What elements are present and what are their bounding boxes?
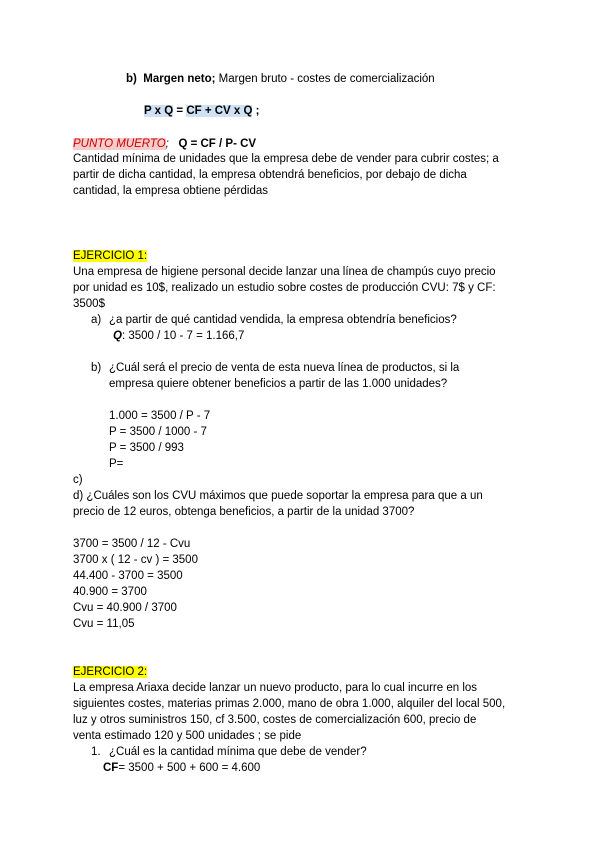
ejercicio1-text-2: por unidad es 10$, realizado un estudio sobre costes de producción CVU: 7$ y CF: [73,282,496,294]
ejercicio1-b-question-1: ¿Cuál será el precio de venta de esta nueva línea de productos, si la [109,362,460,374]
ejercicio1-d-question-2: precio de 12 euros, obtenga beneficios, a partir de la unidad 3700? [73,506,415,518]
ejercicio2-text-1: La empresa Ariaxa decide lanzar un nuevo producto, para lo cual incurre en los [73,682,478,694]
ejercicio2-title-text: EJERCICIO 2: [73,666,148,678]
ejercicio2-text-4: venta estimado 120 y 500 unidades ; se pide [73,730,302,742]
ejercicio1-a-answer [113,329,244,344]
ejercicio1-b-calc-3: P = 3500 / 993 [109,442,184,454]
ejercicio1-b-calc-4: P= [109,458,124,470]
ejercicio1-a-question: ¿a partir de qué cantidad vendida, la empresa obtendría beneficios? [109,314,457,326]
ejercicio1-text-1: Una empresa de higiene personal decide lanzar una línea de champús cuyo precio [73,266,496,278]
formula-pxq-eq: = [173,105,187,117]
ejercicio2-text-2: siguientes costes, materias primas 2.000, mano de obra 1.000, alquiler del local 500, [73,698,506,710]
ejercicio1-text-3: 3500$ [73,298,105,310]
ejercicio2-cf-line [103,761,260,776]
ejercicio2-q1-marker: 1. [91,746,101,758]
formula-pxq-left: P x Q [144,105,174,117]
margen-neto-title: Margen neto; [143,73,216,85]
ejercicio2-cf-label: CF [103,762,119,774]
ejercicio1-b-calc-1: 1.000 = 3500 / P - 7 [109,410,211,422]
ejercicio1-b-marker: b) [91,362,102,374]
ejercicio1-d-calc-5: Cvu = 40.900 / 3700 [73,602,177,614]
ejercicio1-d-question-1: d) ¿Cuáles son los CVU máximos que puede soportar la empresa para que a un [73,490,483,502]
ejercicio1-a-q: Q [113,330,122,342]
ejercicio1-a-marker: a) [91,314,102,326]
ejercicio1-d-calc-1: 3700 = 3500 / 12 - Cvu [73,538,191,550]
ejercicio2-q1-question: ¿Cuál es la cantidad mínima que debe de vender? [109,746,367,758]
margen-neto-text: Margen bruto - costes de comercialización [218,73,435,85]
formula-pxq [144,104,260,119]
ejercicio1-d-calc-2: 3700 x ( 12 - cv ) = 3500 [73,554,198,566]
formula-pxq-right: CF + CV x Q [186,105,253,117]
ejercicio1-d-calc-6: Cvu = 11,05 [73,618,135,630]
punto-muerto-heading [73,137,256,152]
punto-muerto-text-2: partir de dicha cantidad, la empresa obtendrá beneficios, por debajo de dicha [73,169,467,181]
punto-muerto-formula: Q = CF / P- CV [178,138,257,150]
ejercicio1-c-marker: c) [73,474,83,486]
punto-muerto-label: PUNTO MUERTO [73,138,166,150]
margen-neto-letter: b) [126,73,137,85]
ejercicio1-a-answer-text: : 3500 / 10 - 7 = 1.166,7 [121,330,245,342]
punto-muerto-text-3: cantidad, la empresa obtiene pérdidas [73,185,268,197]
ejercicio1-title-text: EJERCICIO 1: [73,250,148,262]
formula-pxq-end: ; [252,105,260,117]
ejercicio2-title [73,665,147,680]
ejercicio2-cf-calc: = 3500 + 500 + 600 = 4.600 [118,762,261,774]
ejercicio1-d-calc-4: 40.900 = 3700 [73,586,147,598]
ejercicio1-b-question-2: empresa quiere obtener beneficios a partir de las 1.000 unidades? [109,378,448,390]
ejercicio1-b-calc-2: P = 3500 / 1000 - 7 [109,426,207,438]
ejercicio1-title [73,249,147,264]
ejercicio1-d-calc-3: 44.400 - 3700 = 3500 [73,570,183,582]
ejercicio2-text-3: luz y otros suministros 150, cf 3.500, costes de comercialización 600, precio de [73,714,477,726]
margen-neto-line [126,72,435,87]
punto-muerto-text-1: Cantidad mínima de unidades que la empresa debe de vender para cubrir costes; a [73,153,499,165]
punto-muerto-sep: ; [165,138,169,150]
